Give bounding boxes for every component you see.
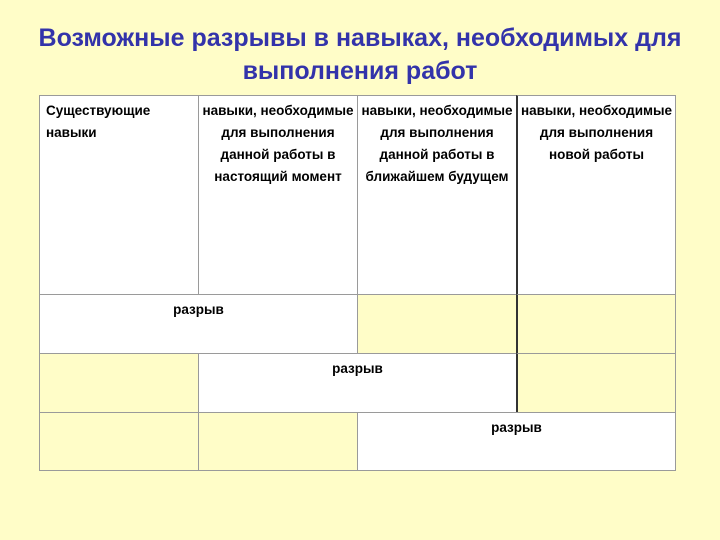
header-future-skills: навыки, необходимые для выполнения данной работы в ближайшем будущем [357,95,517,295]
gap-cell-row3: разрыв [357,412,676,471]
empty-cell [516,294,676,354]
gap-cell-row2: разрыв [198,353,517,413]
header-new-job-skills: навыки, необходимые для выполнения новой работы [516,95,676,295]
empty-cell [39,353,199,413]
slide-title: Возможные разрывы в навыках, необходимых для выполнения работ [38,24,682,85]
skills-gap-table [39,95,676,471]
header-current-skills: навыки, необходимые для выполнения данной работы в настоящий момент [198,95,358,295]
header-existing-skills: Существующие навыки [39,95,199,295]
empty-cell [516,353,676,413]
empty-cell [357,294,517,354]
empty-cell [198,412,358,471]
gap-cell-row1: разрыв [39,294,358,354]
empty-cell [39,412,199,471]
